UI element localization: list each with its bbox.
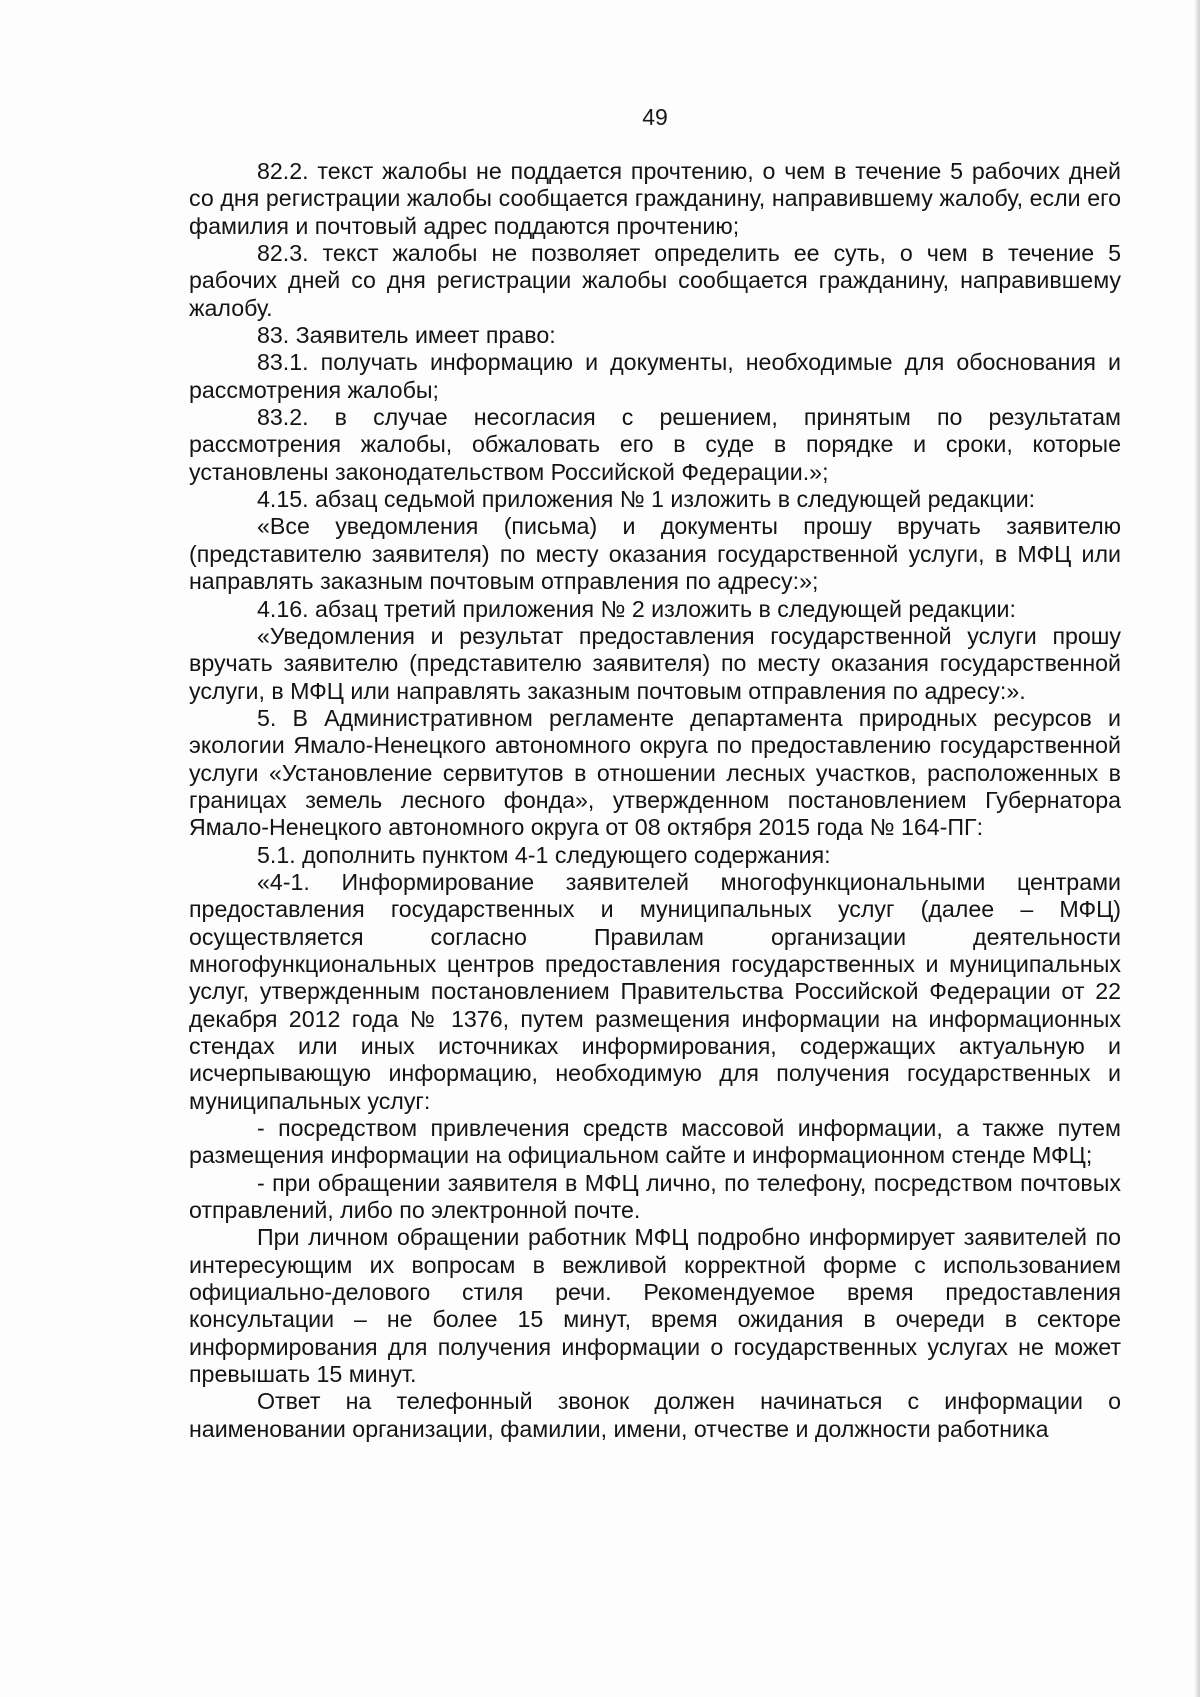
paragraph-5: 5. В Административном регламенте департамента природных ресурсов и экологии Ямало-Ненецкого автономного округа по предоставлению государственной услуги «Установление сервитутов в отношении лесных участков, расположенных в границах земель лесного фонда», утвержденном постановлением Губернатора Ямало-Ненецкого автономного округа от 08 октября 2015 года № 164-ПГ: [189, 704, 1121, 841]
paragraph-4-15-quote: «Все уведомления (письма) и документы прошу вручать заявителю (представителю заявителя) по месту оказания государственной услуги, в МФЦ или направлять заказным почтовым отправления по адресу:»; [189, 513, 1121, 595]
page-edge-shadow [1194, 0, 1200, 1697]
page-number: 49 [642, 104, 668, 130]
paragraph-83-2: 83.2. в случае несогласия с решением, принятым по результатам рассмотрения жалобы, обжаловать его в суде в порядке и сроки, которые установлены законодательством Российской Федерации.»; [189, 404, 1121, 485]
paragraph-83: 83. Заявитель имеет право: [257, 322, 556, 349]
paragraph-4-1-quote: «4-1. Информирование заявителей многофункциональными центрами предоставления государственных и муниципальных услуг (далее – МФЦ) осуществляется согласно Правилам организации деятельности многофункциональных центров предоставления государственных и муниципальных услуг, утвержденным постановлением Правительства Российской Федерации от 22 декабря 2012 года № 1376, путем размещения информации на информационных стендах или иных источниках информирования, содержащих актуальную и исчерпывающую информацию, необходимую для получения государственных и муниципальных услуг: [189, 868, 1121, 1114]
paragraph-4-16-quote: «Уведомления и результат предоставления государственной услуги прошу вручать заявителю (представителю заявителя) по месту оказания государственной услуги, в МФЦ или направлять заказным почтовым отправления по адресу:». [189, 622, 1121, 704]
paragraph-4-16: 4.16. абзац третий приложения № 2 изложить в следующей редакции: [257, 595, 1016, 622]
paragraph-personal-visit: При личном обращении работник МФЦ подробно информирует заявителей по интересующим их вопросам в вежливой корректной форме с использованием официально-делового стиля речи. Рекомендуемое время предоставления консультации – не более 15 минут, время ожидания в очереди в секторе информирования для получения информации о государственных услугах не может превышать 15 минут. [189, 1224, 1121, 1388]
paragraph-bullet-contact: - при обращении заявителя в МФЦ лично, по телефону, посредством почтовых отправлений, либо по электронной почте. [189, 1169, 1121, 1224]
paragraph-82-2: 82.2. текст жалобы не поддается прочтению, о чем в течение 5 рабочих дней со дня регистрации жалобы сообщается гражданину, направившему жалобу, если его фамилия и почтовый адрес поддаются прочтению; [189, 158, 1121, 239]
paragraph-83-1: 83.1. получать информацию и документы, необходимые для обоснования и рассмотрения жалобы; [189, 349, 1121, 403]
paragraph-4-15: 4.15. абзац седьмой приложения № 1 изложить в следующей редакции: [257, 486, 1036, 513]
paragraph-82-3: 82.3. текст жалобы не позволяет определить ее суть, о чем в течение 5 рабочих дней со дня регистрации жалобы сообщается гражданину, направившему жалобу. [189, 240, 1121, 321]
document-body [189, 158, 1121, 1443]
paragraph-phone-answer: Ответ на телефонный звонок должен начинаться с информации о наименовании организации, фамилии, имени, отчестве и должности работника [189, 1388, 1121, 1442]
paragraph-5-1: 5.1. дополнить пунктом 4-1 следующего содержания: [257, 841, 831, 868]
paragraph-bullet-media: - посредством привлечения средств массовой информации, а также путем размещения информации на официальном сайте и информационном стенде МФЦ; [189, 1115, 1121, 1169]
